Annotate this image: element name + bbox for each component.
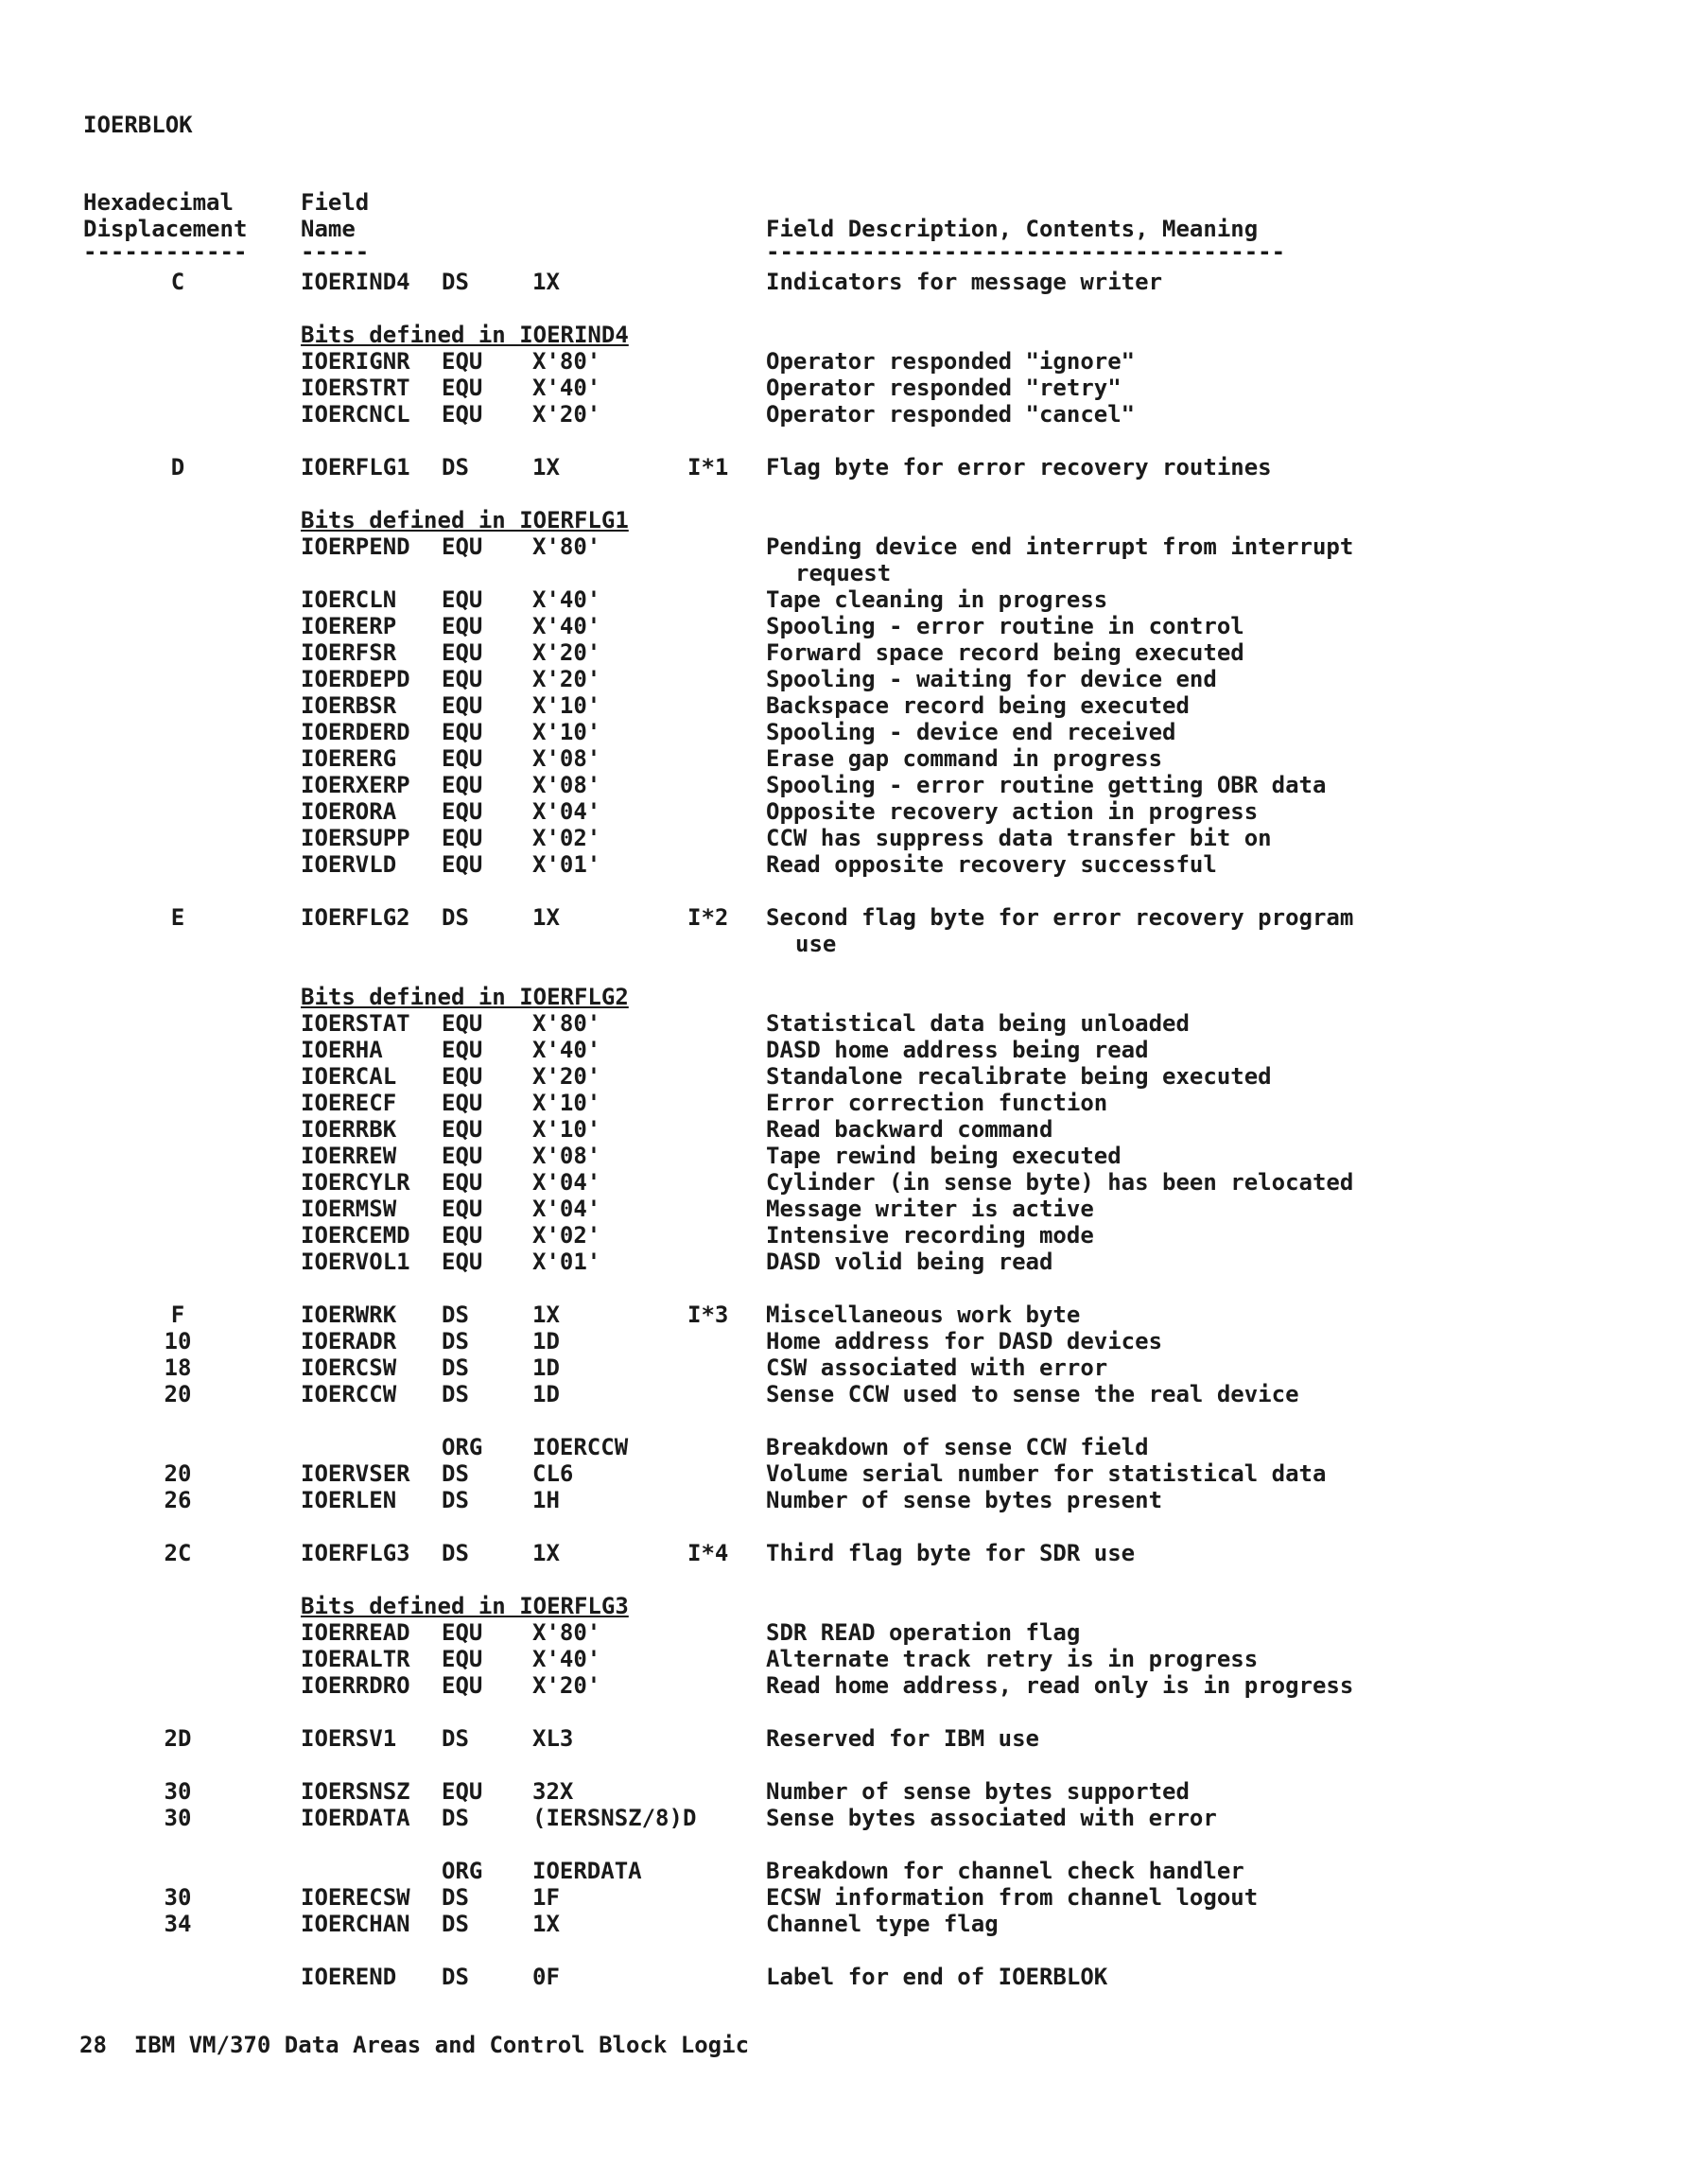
hex-displacement: E [170,904,185,931]
field-name: IOERECSW [301,1884,410,1911]
indicator: I*4 [687,1540,729,1566]
operand: X'40' [532,586,601,613]
operand: 0F [532,1964,560,1990]
operation: EQU [442,772,483,798]
operation: EQU [442,1116,483,1143]
operand: X'04' [532,798,601,825]
operand: X'01' [532,851,601,878]
field-name: IOERDATA [301,1805,410,1831]
field-name: IOERADR [301,1328,397,1354]
operation: DS [442,1540,469,1566]
table-row [0,1381,1687,1407]
field-name: IOERVLD [301,851,397,878]
hex-displacement: D [170,454,185,480]
hex-displacement: 30 [164,1884,192,1911]
table-row [0,1646,1687,1672]
operation: EQU [442,1778,483,1805]
operation: DS [442,1460,469,1487]
operand: X'08' [532,745,601,772]
operation: DS [442,1381,469,1407]
operand: X'20' [532,639,601,666]
field-name: IOERERG [301,745,397,772]
table-row [0,1063,1687,1090]
table-row [0,904,1687,931]
table-row [0,1249,1687,1275]
table-row [0,454,1687,480]
operand: X'10' [532,1090,601,1116]
operation: DS [442,1964,469,1990]
operation: EQU [442,613,483,639]
operation: ORG [442,1858,483,1884]
operation: EQU [442,666,483,692]
field-description: Backspace record being executed [766,692,1190,719]
operation: DS [442,1354,469,1381]
operand: X'40' [532,375,601,401]
operation: DS [442,269,469,295]
field-description: Tape cleaning in progress [766,586,1108,613]
operation: EQU [442,586,483,613]
operand: X'20' [532,1063,601,1090]
operand: X'20' [532,1672,601,1699]
field-name: IOERORA [301,798,397,825]
operand: 1D [532,1328,560,1354]
operation: EQU [442,1672,483,1699]
table-row [0,613,1687,639]
operand: 32X [532,1778,574,1805]
table-row [0,269,1687,295]
operation: EQU [442,719,483,745]
field-name: IOERSUPP [301,825,410,851]
operand: X'20' [532,666,601,692]
field-description: Operator responded "cancel" [766,401,1136,428]
field-name: IOERCLN [301,586,397,613]
field-description: ECSW information from channel logout [766,1884,1259,1911]
field-description: Read backward command [766,1116,1053,1143]
field-description: Channel type flag [766,1911,999,1937]
field-description: DASD home address being read [766,1037,1149,1063]
indicator: I*3 [687,1302,729,1328]
operand: 1X [532,904,560,931]
field-description: Tape rewind being executed [766,1143,1122,1169]
field-name: IOERSNSZ [301,1778,410,1805]
hex-displacement: C [170,269,185,295]
table-row [0,1328,1687,1354]
field-name: IOERREW [301,1143,397,1169]
table-row [0,586,1687,613]
col-header-hex-line1: Hexadecimal [83,189,234,216]
operand: 1X [532,269,560,295]
field-name: IOERCEMD [301,1222,410,1249]
operand: (IERSNSZ/8)D [532,1805,697,1831]
hex-displacement: 30 [164,1778,192,1805]
operation: DS [442,1805,469,1831]
field-name: IOERMSW [301,1196,397,1222]
field-name: IOERCNCL [301,401,410,428]
operand: X'01' [532,1249,601,1275]
operand: X'40' [532,613,601,639]
field-description: Indicators for message writer [766,269,1163,295]
table-row [0,666,1687,692]
operation: EQU [442,1010,483,1037]
table-row [0,533,1687,560]
field-description: Message writer is active [766,1196,1094,1222]
operation: EQU [442,1063,483,1090]
operation: DS [442,1302,469,1328]
table-row [0,375,1687,401]
operation: EQU [442,1196,483,1222]
field-description: Breakdown for channel check handler [766,1858,1244,1884]
field-name: IOERIGNR [301,348,410,375]
hex-displacement: 20 [164,1460,192,1487]
bits-defined-heading: Bits defined in IOERFLG3 [301,1593,629,1619]
operation: EQU [442,1646,483,1672]
operand: 1X [532,1302,560,1328]
operand: X'04' [532,1169,601,1196]
operation: DS [442,1911,469,1937]
hex-displacement: 30 [164,1805,192,1831]
operand: 1X [532,454,560,480]
operation: DS [442,1328,469,1354]
operation: EQU [442,348,483,375]
field-description: Standalone recalibrate being executed [766,1063,1272,1090]
hex-displacement: 18 [164,1354,192,1381]
description-continuation: use [795,931,837,957]
table-row [0,772,1687,798]
operand: X'80' [532,1010,601,1037]
operation: DS [442,1884,469,1911]
col-header-name-line1: Field [301,189,370,216]
bits-defined-heading: Bits defined in IOERFLG2 [301,984,629,1010]
table-row [0,1964,1687,1990]
field-description: Forward space record being executed [766,639,1244,666]
bits-defined-heading: Bits defined in IOERFLG1 [301,507,629,533]
field-name: IOERREAD [301,1619,410,1646]
indicator: I*1 [687,454,729,480]
indicator: I*2 [687,904,729,931]
field-description: Read opposite recovery successful [766,851,1217,878]
field-name: IOERRBK [301,1116,397,1143]
operation: EQU [442,851,483,878]
operation: DS [442,1725,469,1752]
rule-hex: ------------ [83,238,248,265]
table-row [0,1010,1687,1037]
field-description: Sense CCW used to sense the real device [766,1381,1299,1407]
field-name: IOERSTAT [301,1010,410,1037]
field-description: Spooling - device end received [766,719,1176,745]
operand: 1D [532,1354,560,1381]
operand: X'02' [532,1222,601,1249]
operand: CL6 [532,1460,574,1487]
operand: 1F [532,1884,560,1911]
operation: EQU [442,1249,483,1275]
table-row [0,1805,1687,1831]
operation: EQU [442,825,483,851]
field-name: IOERFLG2 [301,904,410,931]
field-name: IOERCYLR [301,1169,410,1196]
field-name: IOERFLG1 [301,454,410,480]
field-name: IOERDEPD [301,666,410,692]
table-row [0,1222,1687,1249]
table-row [0,798,1687,825]
operation: DS [442,454,469,480]
operation: EQU [442,401,483,428]
hex-displacement: 2C [164,1540,192,1566]
field-description: Spooling - error routine in control [766,613,1244,639]
field-description: Sense bytes associated with error [766,1805,1217,1831]
field-description: Reserved for IBM use [766,1725,1039,1752]
field-description: CCW has suppress data transfer bit on [766,825,1272,851]
operand: X'20' [532,401,601,428]
operand: 1X [532,1540,560,1566]
table-row [0,825,1687,851]
hex-displacement: 20 [164,1381,192,1407]
field-name: IOERLEN [301,1487,397,1513]
hex-displacement: F [170,1302,185,1328]
table-row [0,1354,1687,1381]
field-name: IOERCHAN [301,1911,410,1937]
table-row [0,1116,1687,1143]
field-description: Label for end of IOERBLOK [766,1964,1108,1990]
field-description: Third flag byte for SDR use [766,1540,1136,1566]
table-row [0,1169,1687,1196]
bits-defined-heading: Bits defined in IOERIND4 [301,322,629,348]
col-header-hex-line2: Displacement [83,216,248,242]
field-description: Opposite recovery action in progress [766,798,1259,825]
table-row [0,692,1687,719]
hex-displacement: 2D [164,1725,192,1752]
table-row [0,1884,1687,1911]
table-row [0,745,1687,772]
field-name: IOERALTR [301,1646,410,1672]
operand: X'02' [532,825,601,851]
table-row [0,1487,1687,1513]
field-description: Flag byte for error recovery routines [766,454,1272,480]
table-row [0,1858,1687,1884]
operand: IOERCCW [532,1434,629,1460]
field-name: IOERHA [301,1037,383,1063]
operand: X'10' [532,692,601,719]
operation: EQU [442,1619,483,1646]
field-description: Number of sense bytes present [766,1487,1163,1513]
field-description: Home address for DASD devices [766,1328,1163,1354]
operation: EQU [442,1090,483,1116]
field-name: IOEREND [301,1964,397,1990]
table-row [0,1540,1687,1566]
field-description: Operator responded "retry" [766,375,1122,401]
field-description: SDR READ operation flag [766,1619,1081,1646]
field-description: Spooling - error routine getting OBR data [766,772,1327,798]
field-description: Error correction function [766,1090,1108,1116]
field-name: IOERVSER [301,1460,410,1487]
operation: EQU [442,1169,483,1196]
table-row [0,1196,1687,1222]
field-name: IOERECF [301,1090,397,1116]
table-row [0,401,1687,428]
field-name: IOERDERD [301,719,410,745]
field-name: IOERRDRO [301,1672,410,1699]
field-description: Cylinder (in sense byte) has been relocated [766,1169,1354,1196]
table-row [0,1037,1687,1063]
field-name: IOERPEND [301,533,410,560]
operand: X'04' [532,1196,601,1222]
field-description: Breakdown of sense CCW field [766,1434,1149,1460]
page-title: IOERBLOK [83,112,193,138]
operand: 1H [532,1487,560,1513]
table-row [0,1725,1687,1752]
table-row [0,1090,1687,1116]
table-row [0,1911,1687,1937]
operand: 1X [532,1911,560,1937]
field-name: IOERSTRT [301,375,410,401]
operation: EQU [442,375,483,401]
rule-name: ----- [301,238,370,265]
field-description: Alternate track retry is in progress [766,1646,1259,1672]
operand: X'80' [532,1619,601,1646]
field-description: Intensive recording mode [766,1222,1094,1249]
operand: X'08' [532,772,601,798]
description-continuation: request [795,560,892,586]
operand: 1D [532,1381,560,1407]
table-row [0,639,1687,666]
field-description: Read home address, read only is in progress [766,1672,1354,1699]
field-description: Spooling - waiting for device end [766,666,1217,692]
table-row [0,1302,1687,1328]
page-footer: 28 IBM VM/370 Data Areas and Control Block Logic [79,2032,750,2058]
operand: X'10' [532,1116,601,1143]
operand: X'80' [532,348,601,375]
field-name: IOERSV1 [301,1725,397,1752]
operation: DS [442,904,469,931]
table-row [0,1460,1687,1487]
field-name: IOERIND4 [301,269,410,295]
operation: EQU [442,798,483,825]
table-row [0,1143,1687,1169]
col-header-name-line2: Name [301,216,356,242]
field-description: Second flag byte for error recovery program [766,904,1354,931]
field-description: Number of sense bytes supported [766,1778,1190,1805]
table-row [0,719,1687,745]
field-description: Volume serial number for statistical data [766,1460,1327,1487]
operand: X'40' [532,1646,601,1672]
operation: EQU [442,1143,483,1169]
operation: DS [442,1487,469,1513]
table-row [0,348,1687,375]
table-row [0,1619,1687,1646]
col-header-description: Field Description, Contents, Meaning [766,216,1259,242]
table-row [0,1434,1687,1460]
operand: X'40' [532,1037,601,1063]
field-name: IOERFLG3 [301,1540,410,1566]
operation: EQU [442,745,483,772]
operation: EQU [442,1222,483,1249]
table-row [0,1778,1687,1805]
field-name: IOERERP [301,613,397,639]
field-name: IOERXERP [301,772,410,798]
operand: IOERDATA [532,1858,642,1884]
operation: ORG [442,1434,483,1460]
operand: X'10' [532,719,601,745]
field-description: Statistical data being unloaded [766,1010,1190,1037]
hex-displacement: 26 [164,1487,192,1513]
operation: EQU [442,639,483,666]
field-description: Miscellaneous work byte [766,1302,1081,1328]
field-description: Operator responded "ignore" [766,348,1136,375]
field-name: IOERCAL [301,1063,397,1090]
field-name: IOERCSW [301,1354,397,1381]
field-name: IOERFSR [301,639,397,666]
table-row [0,1672,1687,1699]
hex-displacement: 10 [164,1328,192,1354]
field-name: IOERCCW [301,1381,397,1407]
field-description: Erase gap command in progress [766,745,1163,772]
operand: X'08' [532,1143,601,1169]
operation: EQU [442,1037,483,1063]
field-description: CSW associated with error [766,1354,1108,1381]
field-description: DASD volid being read [766,1249,1053,1275]
operation: EQU [442,533,483,560]
operation: EQU [442,692,483,719]
rule-description: -------------------------------------- [766,238,1286,265]
operand: XL3 [532,1725,574,1752]
table-row [0,851,1687,878]
field-name: IOERBSR [301,692,397,719]
operand: X'80' [532,533,601,560]
hex-displacement: 34 [164,1911,192,1937]
field-name: IOERWRK [301,1302,397,1328]
field-description: Pending device end interrupt from interrupt [766,533,1354,560]
field-name: IOERVOL1 [301,1249,410,1275]
